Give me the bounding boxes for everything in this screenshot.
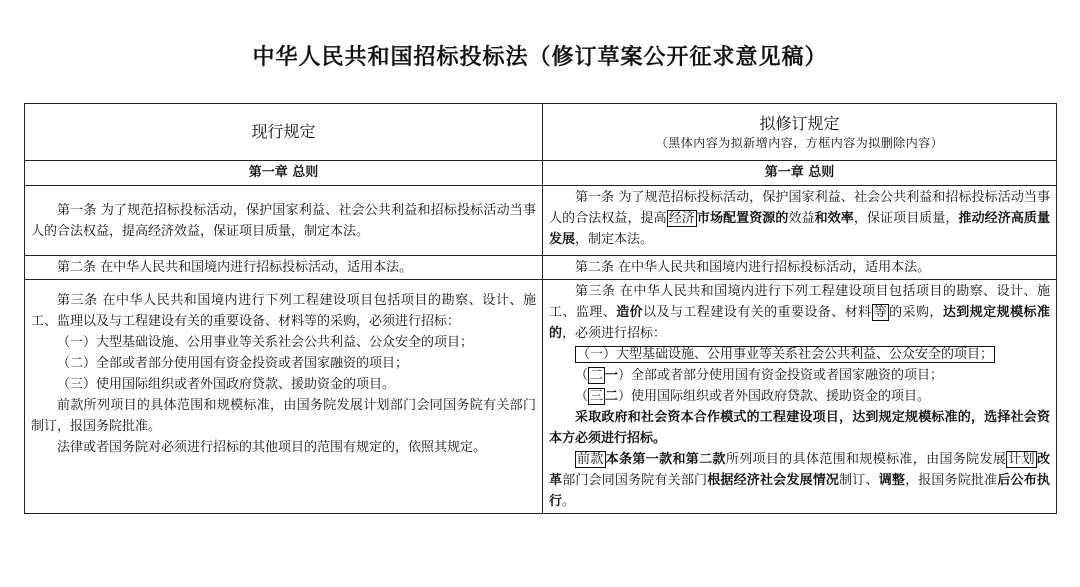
text-segment: 以及与工程建设有关的重要设备、材料 [643, 305, 872, 320]
added-text: 采取政府和社会资本合作模式的工程建设项目，达到规定规模标准的，选择社会资本方必须进行招标。 [549, 410, 1050, 446]
article-3-revised [543, 280, 1057, 514]
article-1-row [25, 186, 1057, 256]
header-current [25, 104, 543, 161]
header-revised-label: 拟修订规定 [759, 113, 840, 133]
article-1-revised-text [549, 187, 1050, 250]
text-segment: （ [575, 368, 589, 383]
text-segment: 所列项目的具体范围和规模标准，由国务院发展 [725, 452, 1007, 467]
added-text: 达到规定规模标准的 [549, 305, 1050, 341]
article-3-current [25, 280, 543, 514]
text-segment: 部门会同国务院有关部门 [562, 473, 708, 488]
text-segment: 的采购， [889, 305, 943, 320]
header-row [25, 104, 1057, 161]
article-2-revised [543, 256, 1057, 280]
article-3-current-para-3: 法律或者国务院对必须进行招标的其他项目的范围有规定的，依照其规定。 [57, 440, 487, 455]
article-1-current-text: 第一条 为了规范招标投标活动，保护国家利益、社会公共利益和招标投标活动当事人的合法权益，提高经济效益，保证项目质量，制定本法。 [31, 202, 536, 239]
text-segment: （ [575, 389, 589, 404]
article-3-revised-item-1 [549, 344, 1050, 365]
article-3-current-item-3: （三）使用国际组织或者外国政府贷款、援助资金的项目。 [57, 377, 396, 392]
added-text: 根据经济社会发展情况 [707, 473, 840, 488]
text-segment: 第三条 在中华人民共和国境内进行下列工程建设项目包括项目的勘察、设计、施工、监理、 [549, 284, 1050, 320]
article-3-current-item-2: （二）全部或者部分使用国有资金投资或者国家融资的项目； [57, 356, 409, 371]
header-current-label: 现行规定 [251, 121, 316, 141]
added-text: 和效率 [814, 211, 854, 226]
added-text: 推动经济高质量发展 [549, 211, 1050, 247]
deleted-text: 三 [590, 389, 604, 404]
deleted-text: 经济 [668, 211, 695, 226]
text-segment: 第一条 为了规范招标投标活动，保护国家利益、社会公共利益和招标投标活动当事人的合法权益，提高 [549, 190, 1050, 226]
added-text: 后公布执行 [549, 473, 1050, 509]
deleted-text: （一）大型基础设施、公用事业等关系社会公共利益、公众安全的项目； [577, 347, 994, 362]
header-revised [543, 104, 1057, 161]
article-2-revised-text: 第二条 在中华人民共和国境内进行招标投标活动，适用本法。 [575, 260, 931, 275]
deleted-text: 等 [873, 305, 888, 320]
text-segment: ，保证项目质量， [853, 211, 959, 226]
added-text: 造价 [616, 305, 644, 320]
deleted-text: 二 [590, 368, 604, 383]
added-text: 改革 [549, 452, 1050, 488]
added-text: 调整 [878, 473, 906, 488]
text-segment: 。 [562, 494, 576, 509]
added-text: 一 [605, 368, 619, 383]
comparison-table [24, 103, 1057, 514]
article-3-current-intro: 第三条 在中华人民共和国境内进行下列工程建设项目包括项目的勘察、设计、施工、监理以及与工程建设有关的重要设备、材料等的采购，必须进行招标： [31, 293, 536, 329]
article-3-row [25, 280, 1057, 514]
text-segment: ，制定本法。 [575, 232, 654, 247]
article-3-revised-item-2 [549, 365, 1050, 386]
article-3-current-para-2: 前款所列项目的具体范围和规模标准，由国务院发展计划部门会同国务院有关部门制订，报国务院批准。 [31, 398, 536, 434]
added-text: 市场配置资源的 [696, 211, 789, 226]
article-1-revised [543, 186, 1057, 256]
article-3-revised-para-2 [549, 449, 1050, 512]
added-text: 本条第一款和第二款 [605, 452, 726, 467]
deleted-text: 前款 [577, 452, 604, 467]
article-2-current [25, 256, 543, 280]
article-3-revised-intro [549, 281, 1050, 344]
text-segment: ，报国务院批准 [905, 473, 998, 488]
document-title: 中华人民共和国招标投标法（修订草案公开征求意见稿） [252, 45, 828, 70]
article-1-current [25, 186, 543, 256]
chapter-revised: 第一章 总则 [543, 161, 1057, 186]
article-3-revised-ppp [549, 407, 1050, 449]
added-text: 二 [605, 389, 619, 404]
text-segment: 制订、 [839, 473, 879, 488]
text-segment: ）使用国际组织或者外国政府贷款、援助资金的项目。 [618, 389, 931, 404]
text-segment: 效益 [788, 211, 815, 226]
deleted-text: 计划 [1008, 452, 1035, 467]
article-3-current-item-1: （一）大型基础设施、公用事业等关系社会公共利益、公众安全的项目； [57, 335, 474, 350]
header-revised-note: （黑体内容为拟新增内容，方框内容为拟删除内容） [655, 135, 944, 150]
chapter-current: 第一章 总则 [25, 161, 543, 186]
article-3-revised-item-3 [549, 386, 1050, 407]
text-segment: ，必须进行招标： [562, 326, 667, 341]
chapter-row [25, 161, 1057, 186]
article-2-current-text: 第二条 在中华人民共和国境内进行招标投标活动，适用本法。 [57, 260, 413, 275]
article-2-row [25, 256, 1057, 280]
text-segment: ）全部或者部分使用国有资金投资或者国家融资的项目； [618, 368, 944, 383]
